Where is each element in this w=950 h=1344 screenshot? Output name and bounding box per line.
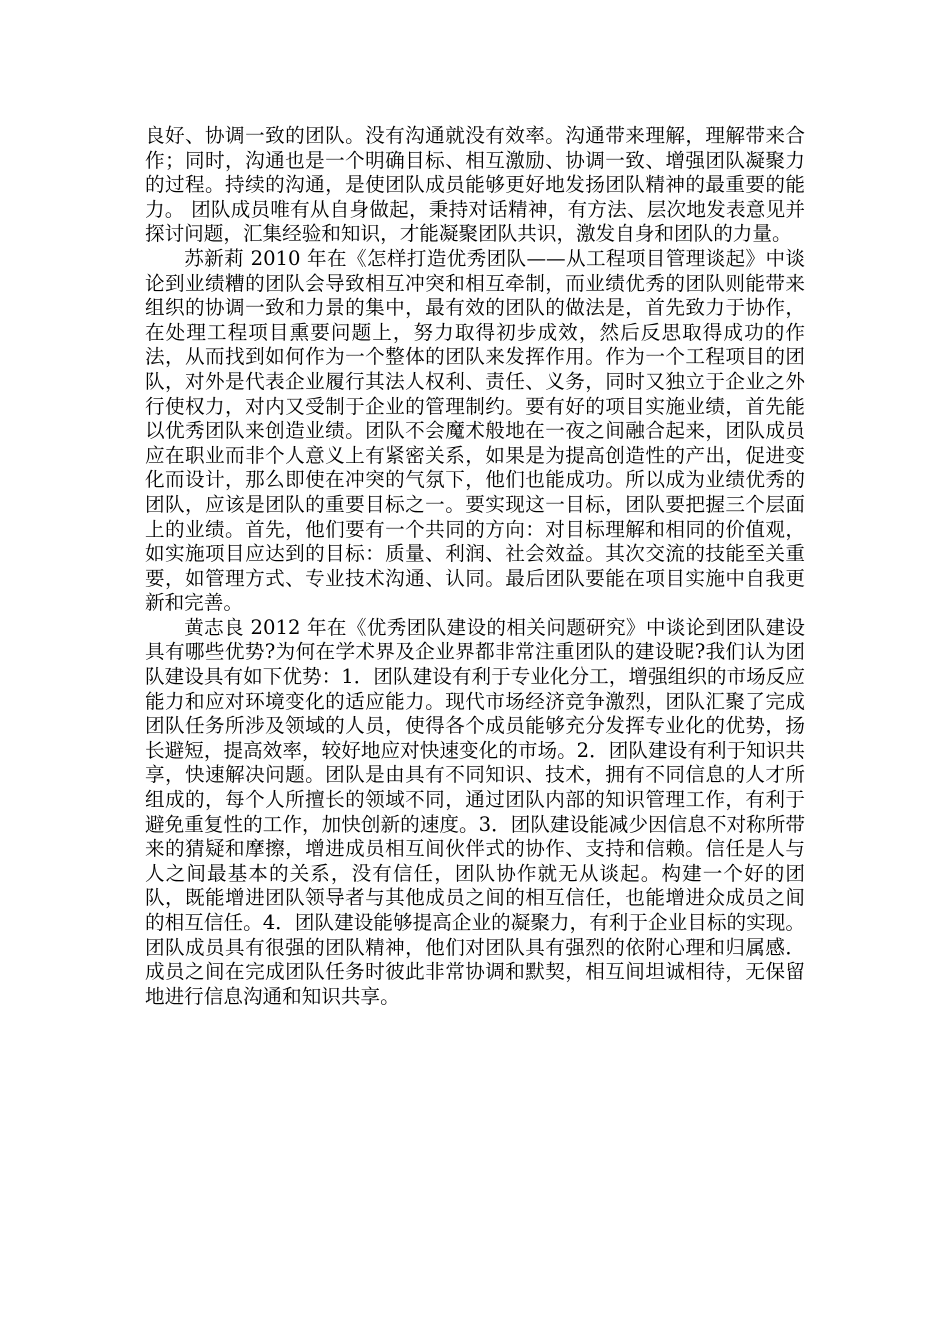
paragraph-su-xinli: 苏新莉 2010 年在《怎样打造优秀团队——从工程项目管理谈起》中谈论到业绩糟的团队会导致相互冲突和相互牵制，而业绩优秀的团队则能带来组织的协调一致和力景的集中，最有效的团队的做法是，首先致力于协作，在处理工程项目熏要问题上，努力取得初步成效，然后反思取得成功的作法，从而找到如何作为一个整体的团队来发挥作用。作为一个工程项目的团队，对外是代表企业履行其法人权利、责任、义务，同时又独立于企业之外行使权力，对内又受制于企业的管理制约。要有好的项目实施业绩，首先能以优秀团队来创造业绩。团队不会魔术般地在一夜之间融合起来，团队成员应在职业而非个人意义上有紧密关系，如果是为提高创造性的产出，促进变化而设计，那么即使在冲突的气氛下，他们也能成功。所以成为业绩优秀的团队，应该是团队的重要目标之一。要实现这一目标，团队要把握三个层面上的业绩。首先，他们要有一个共同的方向：对目标理解和相同的价值观，如实施项目应达到的目标：质量、利润、社会效益。其次交流的技能至关重要，如管理方式、专业技术沟通、认同。最后团队要能在项目实施中自我更新和完善。 <box>145 246 805 615</box>
document-body <box>145 124 805 1009</box>
paragraph-continued: 良好、协调一致的团队。没有沟通就没有效率。沟通带来理解，理解带来合作；同时，沟通也是一个明确目标、相互激励、协调一致、增强团队凝聚力的过程。持续的沟通，是使团队成员能够更好地发扬团队精神的最重要的能力。 团队成员唯有从自身做起，秉持对话精神，有方法、层次地发表意见并探讨问题，汇集经验和知识，才能凝聚团队共识，激发自身和团队的力量。 <box>145 124 805 246</box>
paragraph-huang-zhiliang: 黄志良 2012 年在《优秀团队建设的相关问题研究》中谈论到团队建设具有哪些优势?为何在学术界及企业界都非常注重团队的建设昵?我们认为团队建设具有如下优势：1．团队建设有利于专业化分工，增强组织的市场反应能力和应对环境变化的适应能力。现代市场经济竞争激烈，团队汇聚了完成团队任务所涉及领域的人员，使得各个成员能够充分发挥专业化的优势，扬长避短，提高效率，较好地应对快速变化的市场。2．团队建设有利于知识共享，快速解决问题。团队是由具有不同知识、技术，拥有不同信息的人才所组成的，每个人所擅长的领域不同，通过团队内部的知识管理工作，有利于避免重复性的工作，加快创新的速度。3．团队建设能减少因信息不对称所带来的猜疑和摩擦，增进成员相互间伙伴式的协作、支持和信赖。信任是人与人之间最基本的关系，没有信任，团队协作就无从谈起。构建一个好的团队，既能增进团队领导者与其他成员之间的相互信任，也能增进众成员之间的相互信任。4．团队建设能够提高企业的凝聚力，有利于企业目标的实现。团队成员具有很强的团队精神，他们对团队具有强烈的依附心理和归属感．成员之间在完成团队任务时彼此非常协调和默契，相互间坦诚相待，无保留地进行信息沟通和知识共享。 <box>145 615 805 1008</box>
